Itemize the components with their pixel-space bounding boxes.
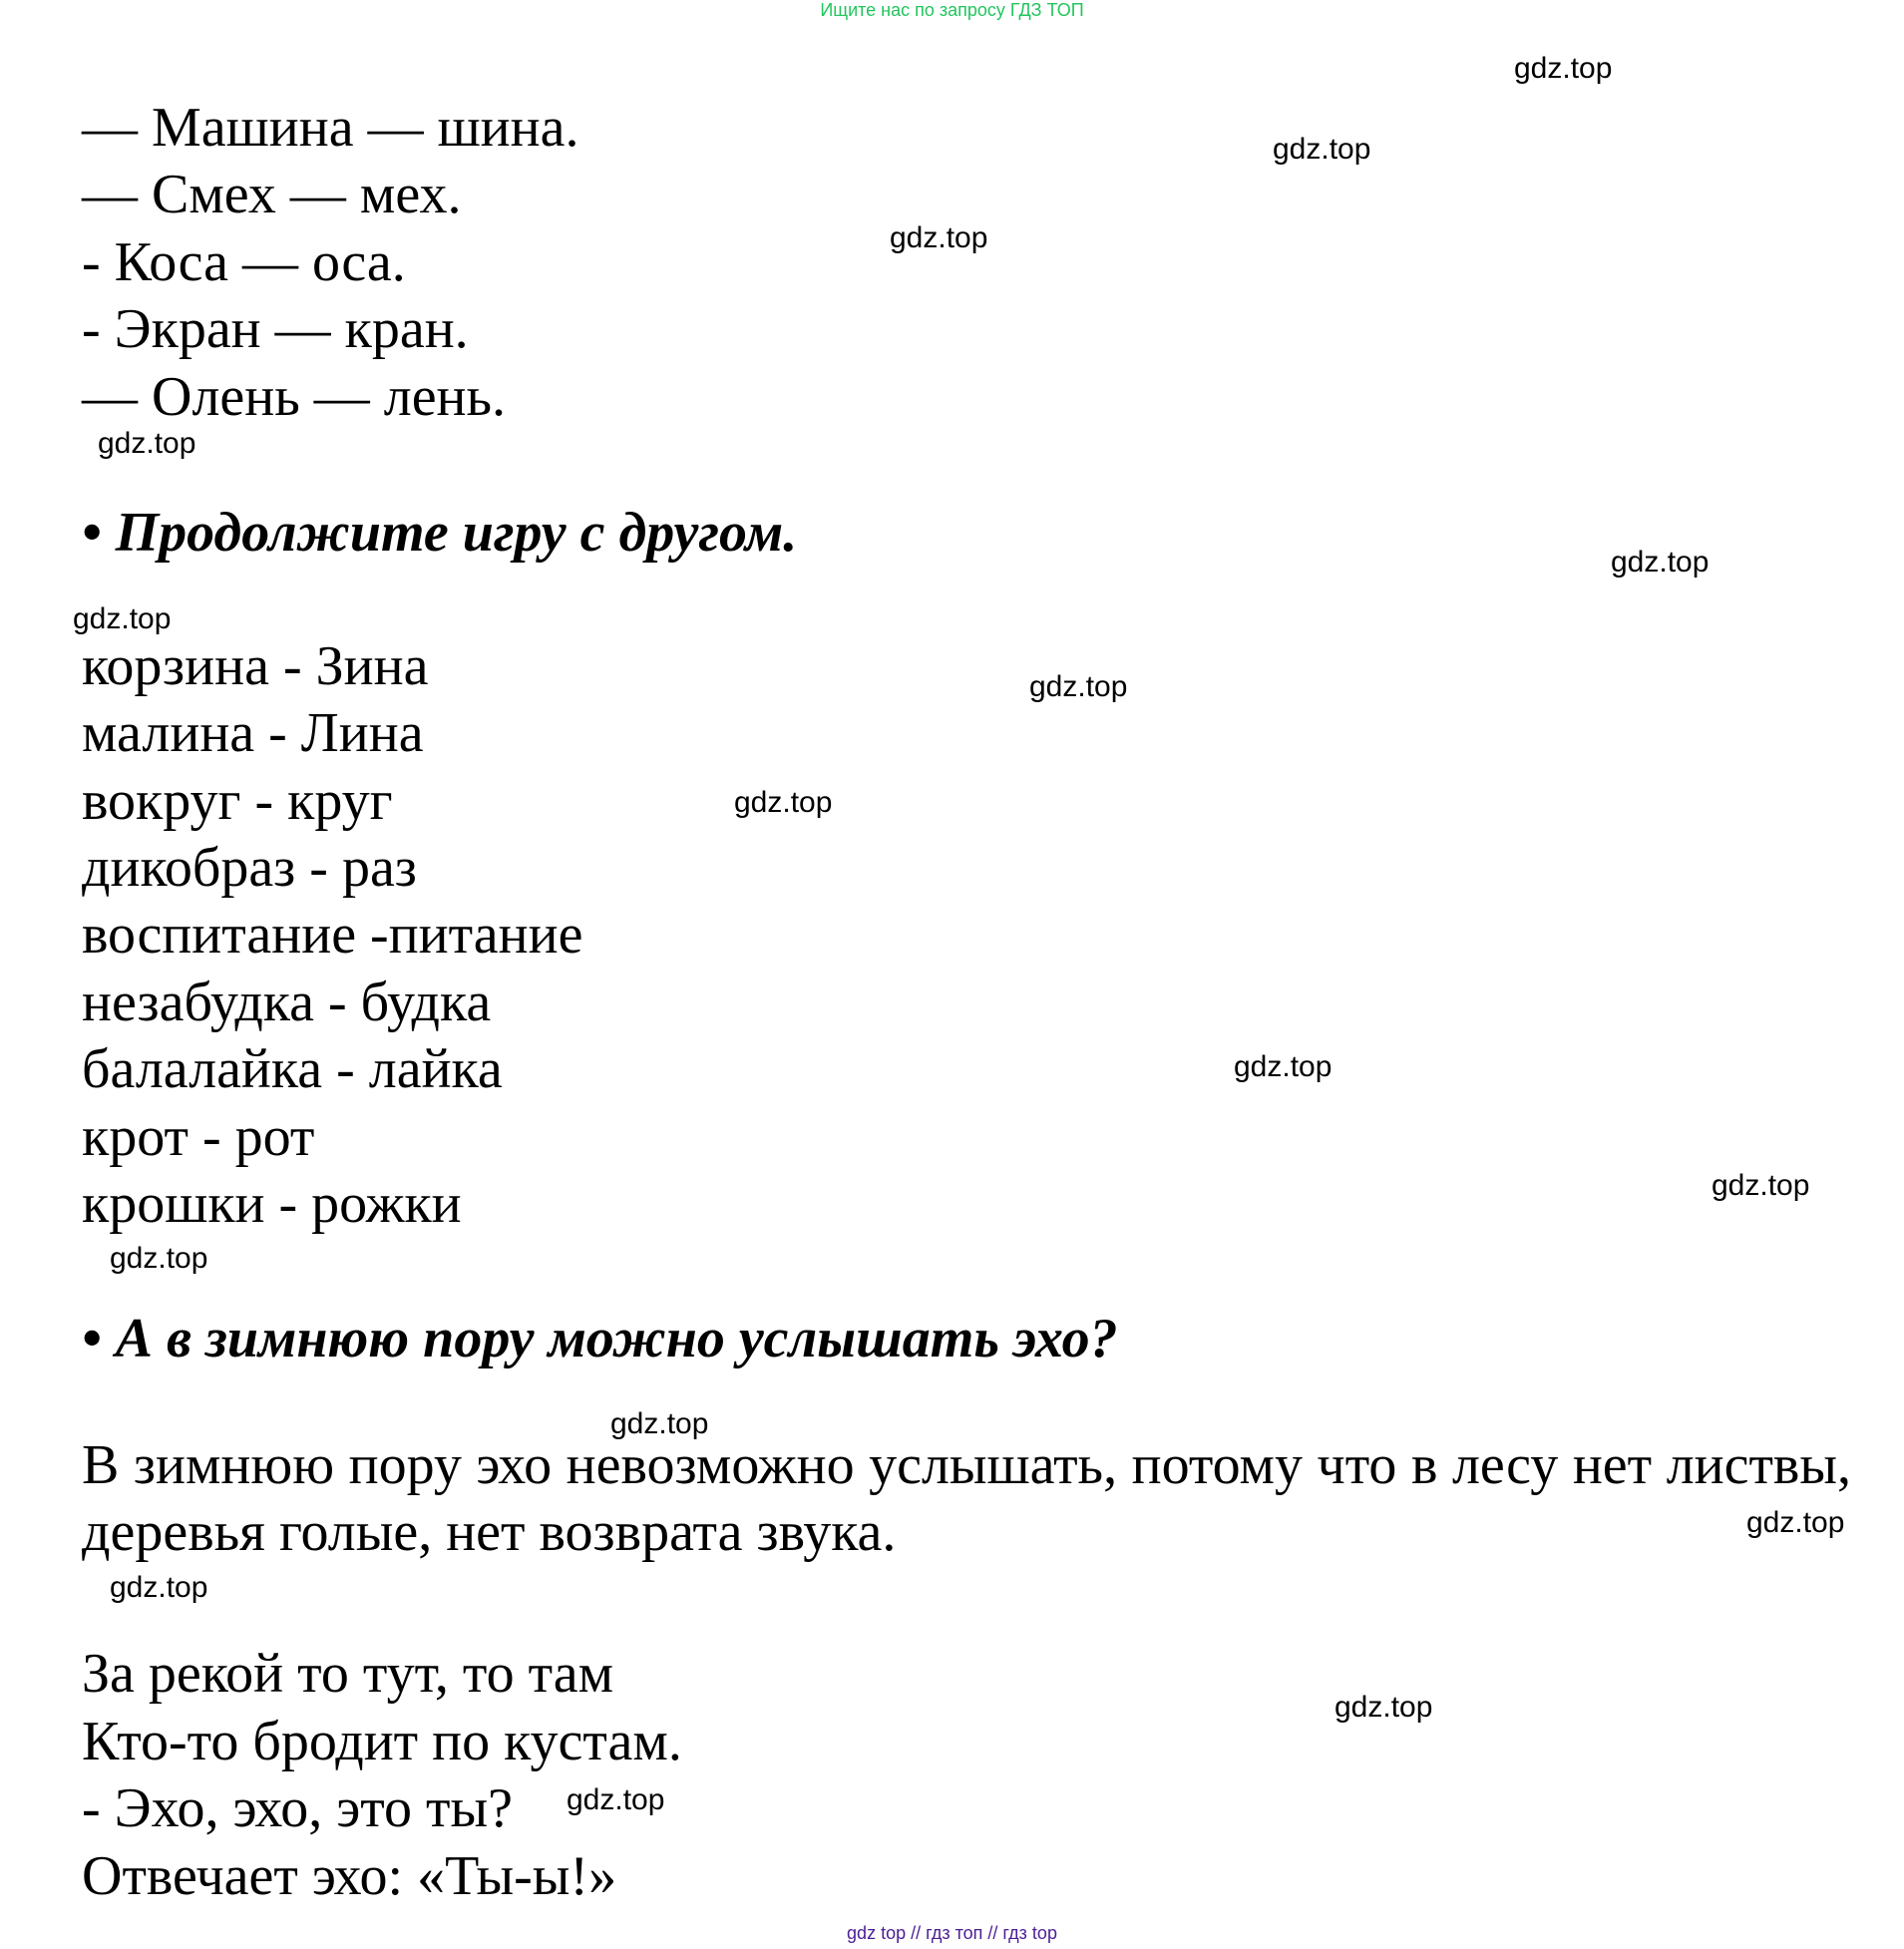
word-pair: незабудка - будка (82, 972, 492, 1033)
watermark: gdz.top (1712, 1169, 1810, 1202)
answer-paragraph: В зимнюю пору эхо невозможно услышать, потому что в лесу нет листвы, деревья голые, нет возврата звука. (82, 1434, 1851, 1563)
word-pair: крот - рот (82, 1106, 315, 1168)
task-heading: • Продолжите игру с другом. (82, 502, 798, 564)
watermark: gdz.top (73, 602, 172, 635)
watermark: gdz.top (1234, 1050, 1333, 1083)
question-heading: • А в зимнюю пору можно услышать эхо? (82, 1308, 1118, 1369)
poem-line: - Эхо, эхо, это ты? (82, 1777, 513, 1839)
word-line: — Смех — мех. (82, 164, 462, 225)
word-line: — Олень — лень. (82, 366, 507, 428)
word-line: - Экран — кран. (82, 298, 469, 360)
poem-line: За рекой то тут, то там (82, 1643, 614, 1705)
word-pair: малина - Лина (82, 702, 424, 764)
word-pair: вокруг - круг (82, 770, 393, 832)
watermark: gdz.top (890, 221, 988, 254)
poem-line: Кто-то бродит по кустам. (82, 1711, 682, 1772)
word-pair: балалайка - лайка (82, 1038, 503, 1100)
watermark: gdz.top (110, 1571, 208, 1604)
watermark: gdz.top (1029, 670, 1128, 703)
poem-line: Отвечает эхо: «Ты-ы!» (82, 1845, 617, 1907)
watermark: gdz.top (98, 427, 196, 460)
footer: gdz top // гдз топ // гдз top (847, 1923, 1057, 1943)
watermark: gdz.top (1514, 52, 1613, 85)
word-line: — Машина — шина. (82, 97, 579, 159)
watermark: gdz.top (610, 1407, 709, 1440)
watermark: gdz.top (1611, 546, 1710, 579)
watermark: gdz.top (734, 786, 833, 819)
word-pair: дикобраз - раз (82, 837, 417, 899)
word-pair: корзина - Зина (82, 635, 429, 697)
word-line: - Коса — оса. (82, 231, 406, 293)
watermark: gdz.top (1746, 1506, 1845, 1539)
watermark: gdz.top (567, 1783, 665, 1816)
word-pair: воспитание -питание (82, 904, 583, 966)
watermark: gdz.top (1273, 133, 1371, 166)
watermark: gdz.top (1334, 1691, 1433, 1724)
word-pair: крошки - рожки (82, 1173, 462, 1235)
watermark: gdz.top (110, 1242, 208, 1275)
top-banner: Ищите нас по запросу ГДЗ ТОП (820, 0, 1084, 20)
